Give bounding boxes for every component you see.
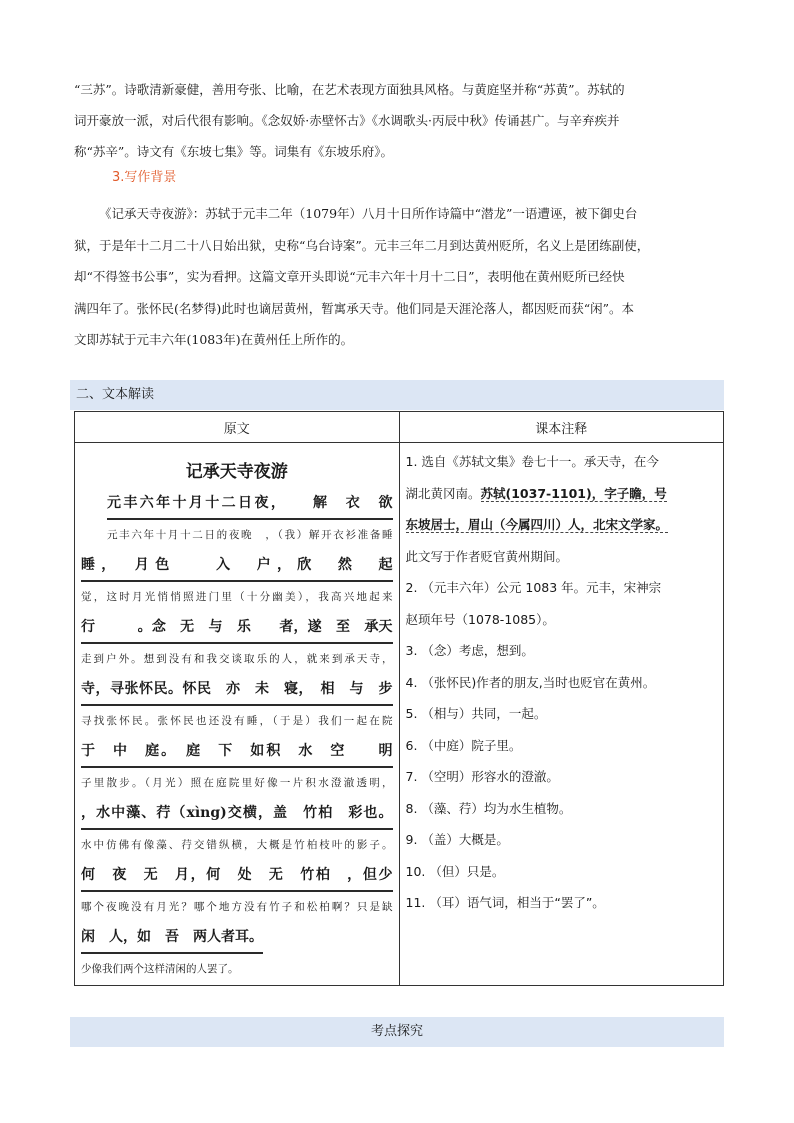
original-line: 何 夜 无 月，何 处 无 竹柏 ，但少 xyxy=(81,860,393,892)
section-heading-exam-points: 考点探究 xyxy=(70,1017,724,1047)
translation-line: 元丰六年十月十二日的夜晚 ，（我）解开衣衫准备睡 xyxy=(107,529,393,541)
translation-line: 哪个夜晚没有月光？哪个地方没有竹子和松柏啊？只是缺 xyxy=(81,901,393,913)
background-paragraph xyxy=(74,198,724,356)
original-line: 行 。念 无 与 乐 者，遂 至 承天 xyxy=(81,612,393,644)
intro-line: 称“苏辛”。诗文有《东坡七集》等。词集有《东坡乐府》。 xyxy=(74,144,394,159)
note-item: 9. （盖）大概是。 xyxy=(405,832,509,847)
column-header-notes: 课本注释 xyxy=(399,412,724,443)
note-item: 2. （元丰六年）公元 1083 年。元丰，宋神宗 赵顼年号（1078-1085）。 xyxy=(405,580,662,627)
note-item: 10. （但）只是。 xyxy=(405,863,505,879)
note-item: 5. （相与）共同，一起。 xyxy=(405,706,547,721)
original-line: 元丰六年十月十二日夜， 解 衣 欲 xyxy=(107,488,393,520)
background-line: 却“不得签书公事”，实为看押。这篇文章开头即说“元丰六年十月十二日”，表明他在黄州贬所已经快 xyxy=(74,269,625,284)
original-line: 寺，寻张怀民。怀民 亦 未 寝， 相 与 步 xyxy=(81,674,393,706)
notes-cell xyxy=(399,443,724,986)
translation-line: 子里散步。（月光）照在庭院里好像一片积水澄澈透明， xyxy=(81,777,393,789)
background-line: 文即苏轼于元丰六年(1083年)在黄州任上所作的。 xyxy=(74,332,354,347)
passage-title: 记承天寺夜游 xyxy=(185,462,288,482)
note-item: 11. （耳）语气词，相当于“罢了”。 xyxy=(405,895,605,910)
translation-line: 寻找张怀民。张怀民也还没有睡，（于是）我们一起在院 xyxy=(81,715,393,727)
translation-line: 觉，这时月光悄悄照进门里（十分幽美），我高兴地起来 xyxy=(81,591,393,603)
background-line: 《记承天寺夜游》：苏轼于元丰二年（1079年）八月十日所作诗篇中“潜龙”一语遭诬，被下御史台 xyxy=(99,206,638,221)
text-reading-table xyxy=(74,411,724,986)
original-text-cell xyxy=(75,443,400,986)
translation-line: 走到户外。想到没有和我交谈取乐的人，就来到承天寺， xyxy=(81,653,393,665)
intro-line: “三苏”。诗歌清新豪健，善用夸张、比喻，在艺术表现方面独具风格。与黄庭坚并称“苏黄”。苏轼的 xyxy=(74,82,625,97)
background-line: 狱，于是年十二月二十八日始出狱，史称“乌台诗案”。元丰三年二月到达黄州贬所，名义上是团练副使， xyxy=(74,237,650,253)
translation-line: 水中仿佛有像藻、荇交错纵横，大概是竹柏枝叶的影子。 xyxy=(81,839,393,851)
note-item: 6. （中庭）院子里。 xyxy=(405,737,522,753)
note-item: 4. （张怀民)作者的朋友,当时也贬官在黄州。 xyxy=(405,674,656,690)
original-line: ，水中藻、荇（xìng)交横，盖 竹柏 彩也。 xyxy=(81,798,393,830)
section-heading-background: 3.写作背景 xyxy=(112,170,177,185)
intro-paragraph xyxy=(74,74,724,167)
original-line: 于 中 庭。 庭 下 如积 水 空 明 xyxy=(81,736,393,768)
note-item: 8. （藻、荇）均为水生植物。 xyxy=(405,800,572,816)
intro-line: 词开豪放一派，对后代很有影响。《念奴娇·赤壁怀古》《水调歌头·丙辰中秋》传诵甚广。与辛弃疾并 xyxy=(74,113,620,128)
note-item: 7. （空明）形容水的澄澈。 xyxy=(405,769,559,784)
column-header-original: 原文 xyxy=(75,412,400,443)
section-heading-text-reading: 二、文本解读 xyxy=(70,380,724,410)
note-item: 3. （念）考虑，想到。 xyxy=(405,643,534,658)
original-line: 睡， 月色 入 户，欣 然 起 xyxy=(81,550,393,582)
original-line: 闲 人，如 吾 两人者耳。 xyxy=(81,922,263,954)
translation-line: 少像我们两个这样清闲的人罢了。 xyxy=(81,963,239,975)
background-line: 满四年了。张怀民(名梦得)此时也谪居黄州，暂寓承天寺。他们同是天涯沦落人，都因贬而获“闲”。本 xyxy=(74,300,635,316)
note-item: 1. 选自《苏轼文集》卷七十一。承天寺，在今 湖北黄冈南。苏轼(1037-1101)，字子瞻，号 东坡居士，眉山（今属四川）人，北宋文学家。 此文写于作者贬官黄州期间。 xyxy=(405,454,669,564)
